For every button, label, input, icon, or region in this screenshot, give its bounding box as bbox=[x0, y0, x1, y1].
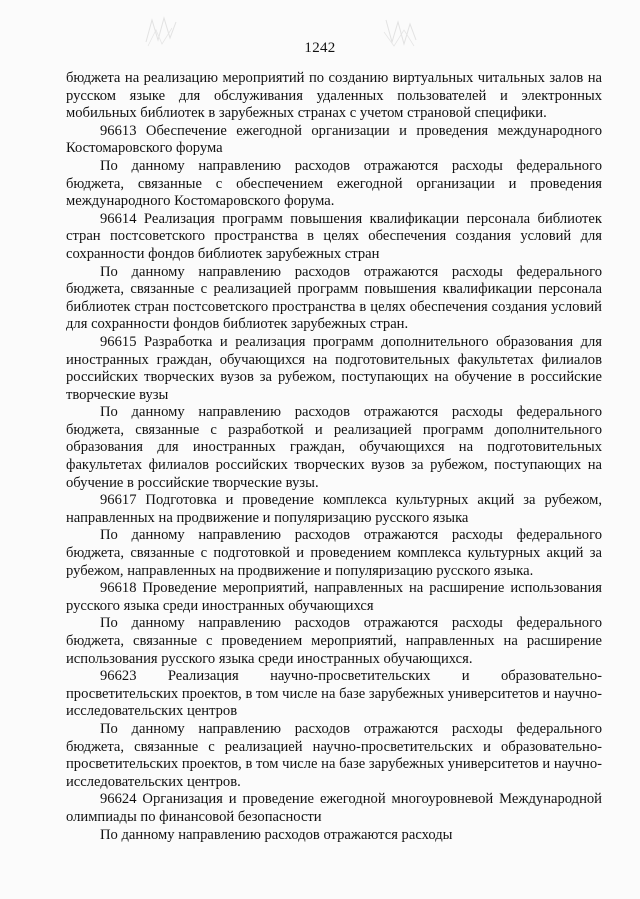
section-heading: 96613 Обеспечение ежегодной организации и проведения международного Костомаровского форума bbox=[66, 122, 602, 157]
section-heading: 96614 Реализация программ повышения квалификации персонала библиотек стран постсоветского пространства в целях обеспечения создания условий для сохранности фондов библиотек зарубежных стран bbox=[66, 210, 602, 262]
paragraph: По данному направлению расходов отражаются расходы федерального бюджета, связанные с разработкой и реализацией программ дополнительного образования для иностранных граждан, обучающихся на подготовительных факультетах филиалов российских творческих вузов за рубежом, поступающих на обучение в российские творческие вузы. bbox=[66, 404, 602, 491]
section-heading: 96624 Организация и проведение ежегодной многоуровневой Международной олимпиады по финансовой безопасности bbox=[66, 791, 602, 825]
paragraph: По данному направлению расходов отражаются расходы федерального бюджета, связанные с обеспечением ежегодной организации и проведения международного Костомаровского форума. bbox=[66, 157, 602, 210]
paragraph: По данному направлению расходов отражаются расходы федерального бюджета, связанные с реализацией научно-просветительских и образовательно-просветительских проектов, в том числе на базе зарубежных университетов и научно-исследовательских центров. bbox=[66, 720, 602, 790]
section-heading: 96618 Проведение мероприятий, направленных на расширение использования русского языка среди иностранных обучающихся bbox=[66, 580, 602, 614]
paragraph: По данному направлению расходов отражаются расходы bbox=[100, 826, 453, 843]
paragraph: По данному направлению расходов отражаются расходы федерального бюджета, связанные с проведением мероприятий, направленных на расширение использования русского языка среди иностранных обучающихся. bbox=[66, 615, 602, 667]
paragraph: По данному направлению расходов отражаются расходы федерального бюджета, связанные с реализацией программ повышения квалификации персонала библиотек стран постсоветского пространства в целях обеспечения создания условий для сохранности фондов библиотек зарубежных стран. bbox=[66, 263, 602, 333]
paragraph: По данному направлению расходов отражаются расходы федерального бюджета, связанные с подготовкой и проведением комплекса культурных акций за рубежом, направленных на продвижение и популяризацию русского языка. bbox=[66, 527, 602, 579]
paragraph: бюджета на реализацию мероприятий по созданию виртуальных читальных залов на русском языке для обслуживания удаленных пользователей и электронных мобильных библиотек в зарубежных странах с учетом страновой специфики. bbox=[66, 70, 602, 122]
page-number: 1242 bbox=[304, 40, 336, 56]
document-body bbox=[66, 70, 602, 844]
section-heading: 96617 Подготовка и проведение комплекса культурных акций за рубежом, направленных на продвижение и популяризацию русского языка bbox=[66, 492, 602, 526]
section-heading: 96615 Разработка и реализация программ дополнительного образования для иностранных граждан, обучающихся на подготовительных факультетах филиалов российских творческих вузов за рубежом, поступающих на обучение в российские творческие вузы bbox=[66, 333, 602, 403]
section-heading: 96623 Реализация научно-просветительских и образовательно-просветительских проектов, в том числе на базе зарубежных университетов и научно-исследовательских центров bbox=[66, 668, 602, 720]
